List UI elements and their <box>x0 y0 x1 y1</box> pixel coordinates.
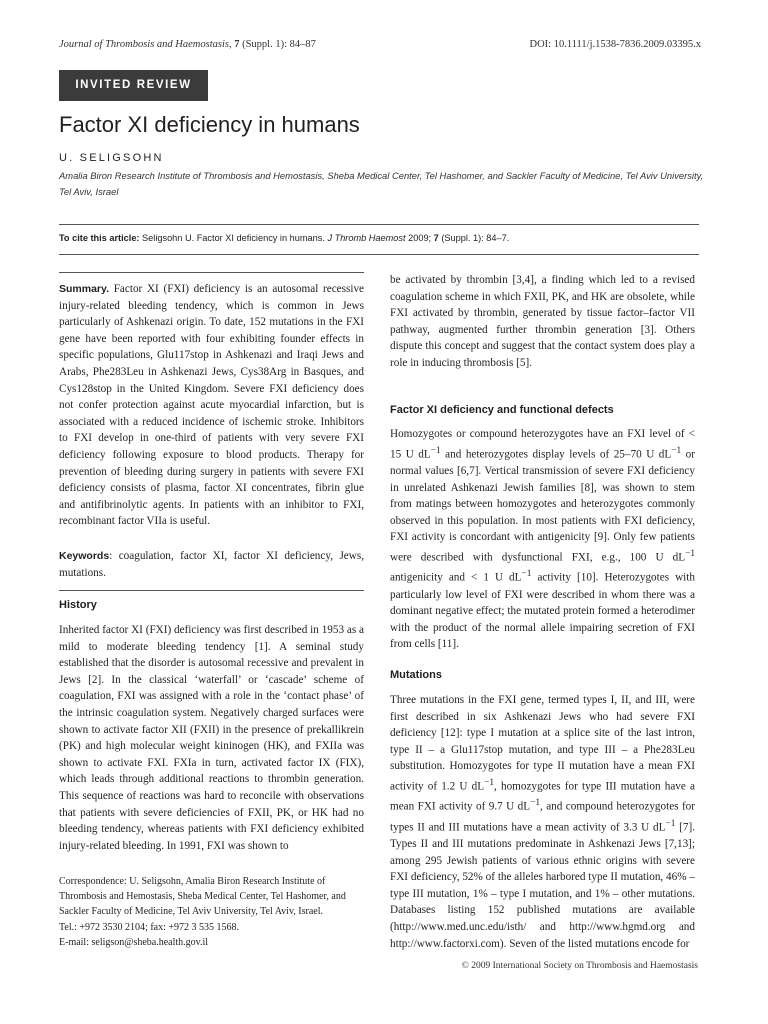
journal-name: Journal of Thrombosis and Haemostasis <box>59 39 229 50</box>
keywords-text: : coagulation, factor XI, factor XI deficiency, Jews, mutations. <box>59 550 364 579</box>
sup: −1 <box>430 445 441 456</box>
sup: −1 <box>685 548 695 559</box>
mutations-t1: Three mutations in the FXI gene, termed types I, II, and III, were first described in six Ashkenazi Jews who had severe FXI deficiency [12]: type I mutation at a splice site of the last intron, type II – a Glu117stop mutation, and type III – a Phe283Leu substitution. Homozygotes for type II mutation have a mean FXI activity of 1.2 U dL <box>390 694 695 793</box>
correspondence-phone: Tel.: +972 3530 2104; fax: +972 3 535 1568. <box>59 921 240 933</box>
mutations-t3: , and compound heterozygotes for types II and III mutations have a mean activity of 3.3 U dL <box>390 801 695 834</box>
correspondence-email: E-mail: seligson@sheba.health.gov.il <box>59 936 209 948</box>
running-header-journal <box>59 39 316 50</box>
copyright-footer: © 2009 International Society on Thrombosis and Haemostasis <box>461 961 698 971</box>
journal-volume: 7 <box>234 39 240 50</box>
mutations-body <box>390 692 695 952</box>
citation-label: To cite this article: <box>59 233 140 243</box>
divider-top <box>59 224 699 225</box>
correspondence-address: Correspondence: U. Seligsohn, Amalia Biron Research Institute of Thrombosis and Hemostasis, Sheba Medical Center, Tel Hashomer, and Sackler Faculty of Medicine, Tel Aviv University, Tel Aviv, Israel. <box>59 876 346 918</box>
history-text: Inherited factor XI (FXI) deficiency was first described in 1953 as a mild to moderate bleeding tendency [1]. A seminal study established that the disorder is autosomal recessive and prevalent in Jews [2]. In the classical ‘waterfall’ or ‘cascade’ scheme of coagulation, FXI was assigned with a role in the ‘contact phase’ of the intrinsic coagulation system. Negatively charged surfaces were shown to activate factor XII (FXII) in the presence of prekallikrein (PK) and high molecular weight kininogen (HK), and FXIIa was shown to activate FXI. FXIa in turn, activated factor IX (FIX), which leads through additional reactions to thrombin generation. This sequence of reactions was hard to reconcile with observations that patients with severe deficiencies of FXII, PK, or HK had no bleeding tendency, whereas patients with FXI deficiency exhibited injury-related bleeding. In 1991, FXI was shown to <box>59 624 364 852</box>
article-title: Factor XI deficiency in humans <box>59 112 360 137</box>
doi: DOI: 10.1111/j.1538-7836.2009.03395.x <box>529 39 701 50</box>
citation-volume: 7 <box>433 233 439 243</box>
keywords-label: Keywords <box>59 550 110 562</box>
citation-text: Seligsohn U. Factor XI deficiency in humans. <box>139 233 328 243</box>
mutations-t2: , homozygotes for type III mutation have a mean FXI activity of 9.7 U dL <box>390 780 695 814</box>
defects-t1: Homozygotes or compound heterozygotes have an FXI level of < 15 U dL <box>390 428 695 461</box>
journal-sep: , <box>228 39 235 50</box>
defects-t2: and heterozygotes display levels of 25–70 U dL <box>440 448 672 461</box>
correspondence <box>59 874 364 950</box>
citation-year: 2009; <box>405 233 434 243</box>
mutations-heading: Mutations <box>390 669 442 681</box>
summary-label: Summary. <box>59 283 109 295</box>
divider-citation <box>59 254 699 255</box>
article-type-banner: INVITED REVIEW <box>59 70 208 101</box>
keywords <box>59 548 364 581</box>
sup: −1 <box>530 798 540 809</box>
defects-t5: activity [10]. Heterozygotes with particularly low level of FXI were described in whom there was a dominant negative effect; the mutated protein formed a heterodimer with the product of the normal allele impairing secretion of FXI from cells [11]. <box>390 571 695 651</box>
sup: −1 <box>484 777 494 788</box>
history-continued <box>390 272 695 372</box>
summary-rule <box>59 272 364 273</box>
journal-issue: (Suppl. 1): 84–87 <box>239 39 316 50</box>
history-rule <box>59 590 364 591</box>
summary-text: Factor XI (FXI) deficiency is an autosomal recessive injury-related bleeding tendency, which is common in Jews particularly of Ashkenazi origin. To date, 152 mutations in the FXI gene have been reported with four exhibiting founder effects in specific populations, Glu117stop in Ashkenazi and Iraqi Jews and Arabs, Phe283Leu in Ashkenazi Jews, Cys38Arg in Basques, and Cys128stop in the United Kingdom. Severe FXI deficiency does not confer protection against acute myocardial infarction, but is associated with a reduced incidence of ischemic stroke. Inhibitors to FXI develop in one-third of patients with very severe FXI deficiency following exposure to blood products. Therapy for prevention of bleeding during surgery in patients with severe FXI deficiency consists of plasma, factor XI concentrates, fibrin glue and antifibrinolytic agents. In patients with an inhibitor to FXI, recombinant factor VIIa is useful. <box>59 283 364 528</box>
summary <box>59 281 364 530</box>
history-body <box>59 622 364 854</box>
defects-body <box>390 426 695 653</box>
sup: −1 <box>671 445 682 456</box>
history-heading: History <box>59 599 97 611</box>
citation-journal: J Thromb Haemost <box>327 233 406 243</box>
affiliation: Amalia Biron Research Institute of Thrombosis and Hemostasis, Sheba Medical Center, Tel Hashomer, and Sackler Faculty of Medicine, Tel Aviv University, Tel Aviv, Israel <box>59 170 704 197</box>
defects-t3: or normal values [6,7]. Vertical transmission of severe FXI deficiency in unrelated Ashkenazi Jewish families [8], was shown to stem from matings between homozygotes and heterozygotes commonly observed in this population. In most patients with FXI deficiency, FXI activity is concordant with antigenicity [9]. Only few patients were described with dysfunctional FXI, e.g., 100 U dL <box>390 448 695 564</box>
history-continued-text: be activated by thrombin [3,4], a finding which led to a revised coagulation scheme in which FXII, PK, and HK are obsolete, while FXI activated by thrombin, generated by tissue factor–factor VII pathway, augmented further thrombin generation [3]. Others dispute this concept and suggest that the contact system does play a role in inducing thrombosis [5]. <box>390 274 695 369</box>
author: U. SELIGSOHN <box>59 152 164 164</box>
citation-line <box>59 233 509 243</box>
citation-rest: (Suppl. 1): 84–7. <box>438 233 510 243</box>
sup: −1 <box>665 818 676 829</box>
sup: −1 <box>521 569 532 580</box>
defects-t4: antigenicity and < 1 U dL <box>390 571 522 584</box>
defects-heading: Factor XI deficiency and functional defects <box>390 404 614 416</box>
mutations-t4: [7]. Types II and III mutations predominate in Ashkenazi Jews [7,13]; among 295 Jewish patients of various ethnic origins with severe FXI deficiency, 52% of the alleles harbored type II mutation, 46% – type III mutation, 1% – type I mutation, and 1% – other mutations. Databases listing 152 published mutations are available (http://www.med.unc.edu/isth/ and http://www.hgmd.org and http://www.factorxi.com). Seven of the listed mutations encode for <box>390 821 696 950</box>
